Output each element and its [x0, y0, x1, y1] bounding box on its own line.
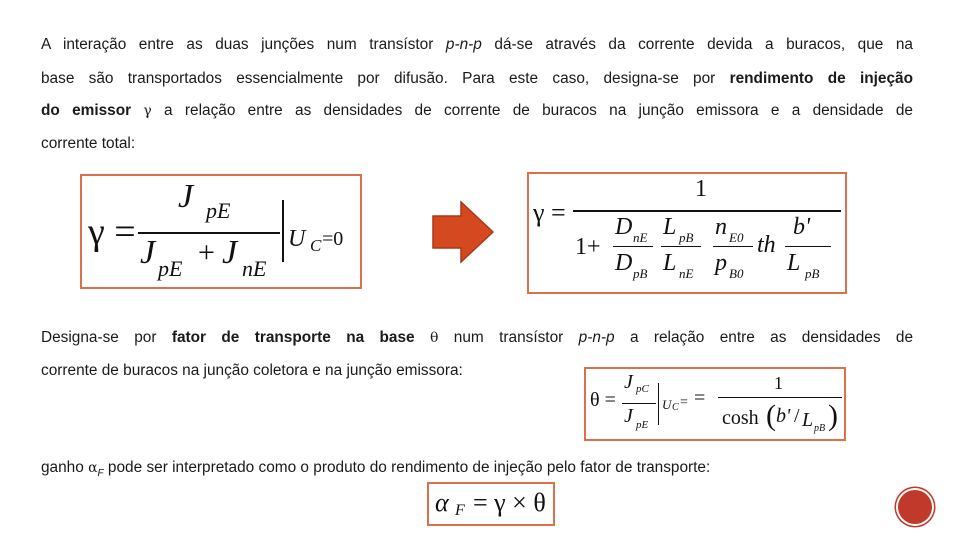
intro-line-3: do emissor γ a relação entre as densidades de corrente de buracos na junção emissora e a densidade de [41, 102, 913, 119]
intro-line-4: corrente total: [41, 135, 136, 152]
gain-line: ganho $\alpha_F$ pode ser interpretado como o produto do rendimento de injeção pelo fator de transporte: [41, 459, 711, 480]
alpha-product-box: α F = γ × θ [427, 482, 555, 526]
gamma-expanded-box: γ = 1 1+ D nE D pB L pB L nE n E0 p B0 th b' L pB [527, 172, 847, 294]
gamma-definition-box: γ = J pE J pE + J nE U C =0 [80, 174, 362, 289]
page-badge [898, 490, 932, 524]
intro-line-1: A interação entre as duas junções num transístor p-n-p dá-se através da corrente devida a buracos, que na [41, 36, 913, 53]
intro-line-2: base são transportados essencialmente por difusão. Para este caso, designa-se por rendimento de injeção [41, 70, 914, 87]
alpha-symbol: α [88, 460, 98, 476]
gamma-lhs: γ = [88, 211, 136, 253]
transport-line-2: corrente de buracos na junção coletora e na junção emissora: [41, 362, 463, 379]
transport-line-1: Designa-se por fator de transporte na base θ num transístor p-n-p a relação entre as densidades de [41, 329, 914, 346]
theta-symbol: θ [430, 330, 439, 346]
theta-definition-box: θ = J pC J pE U C = = 1 cosh ( b' / L pB ) [584, 367, 846, 441]
gamma-fraction-bar [138, 232, 280, 234]
gamma-symbol: γ [143, 103, 152, 119]
right-arrow-icon [431, 200, 495, 264]
